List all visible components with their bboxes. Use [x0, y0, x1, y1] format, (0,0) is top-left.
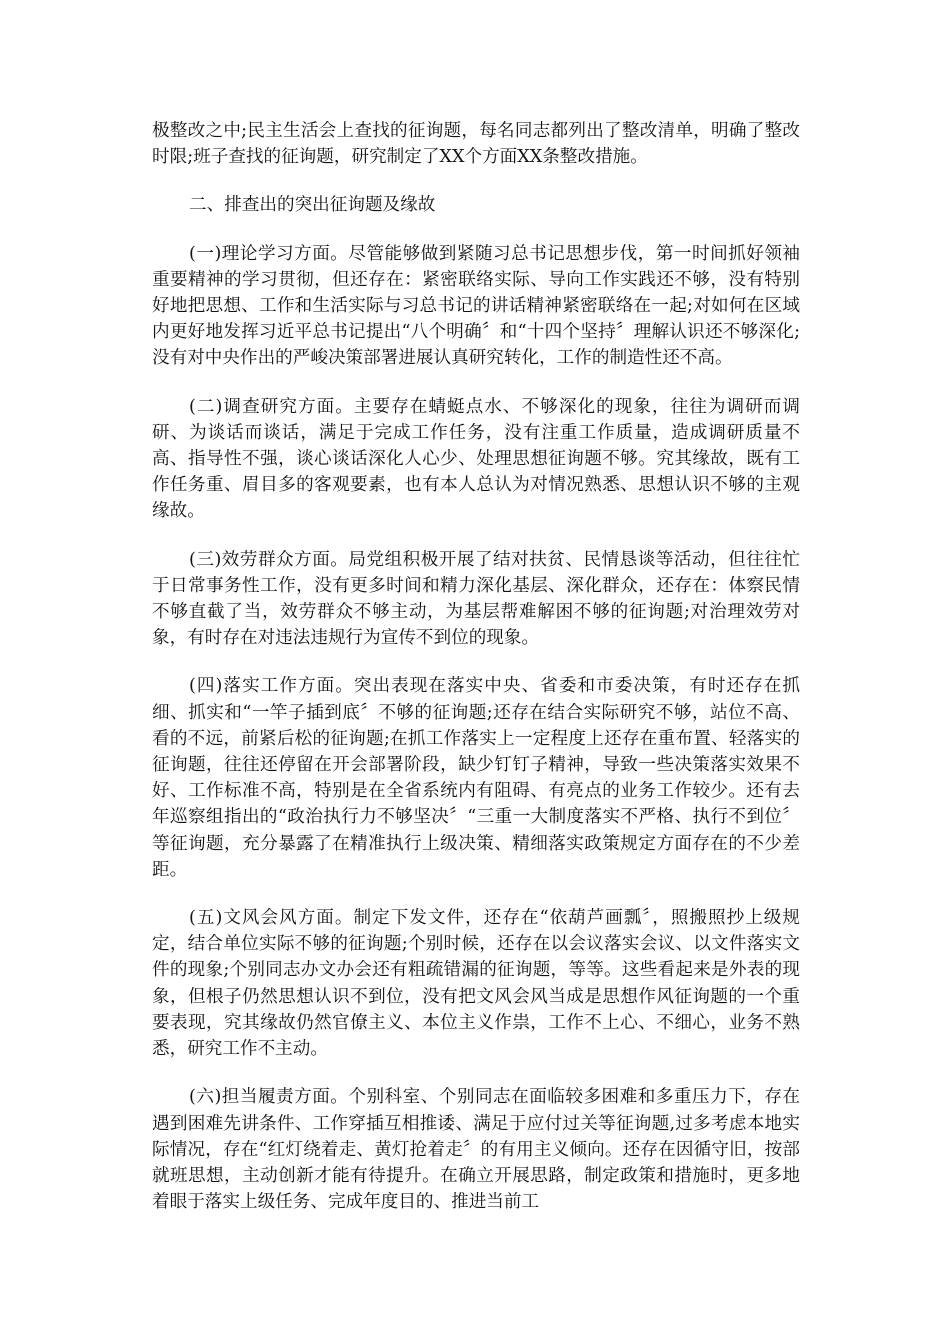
- paragraph-responsibility: (六)担当履责方面。个别科室、个别同志在面临较多困难和多重压力下，存在遇到困难先讲条件、工作穿插互相推诿、满足于应付过关等征询题,过多考虑本地实际情况，存在“红灯绕着走、黄灯抢着走〞的有用主义倾向。还存在因循守旧，按部就班思想，主动创新才能有待提升。在确立开展思路，制定政策和措施时，更多地着眼于落实上级任务、完成年度目的、推进当前工: [152, 1087, 800, 1213]
- paragraph-research: (二)调查研究方面。主要存在蜻蜓点水、不够深化的现象，往往为调研而调研、为谈话而谈话，满足于完成工作任务，没有注重工作质量，造成调研质量不高、指导性不强，谈心谈话深化人心少、处理思想征询题不够。究其缘故，既有工作任务重、眉目多的客观要素，也有本人总认为对情况熟悉、思想认识不够的主观缘故。: [152, 396, 800, 522]
- paragraph-rectification-summary: 极整改之中;民主生活会上查找的征询题，每名同志都列出了整改清单，明确了整改时限;班子查找的征询题，研究制定了XX个方面XX条整改措施。: [152, 121, 800, 168]
- paragraph-implementation: (四)落实工作方面。突出表现在落实中央、省委和市委决策，有时还存在抓细、抓实和“一竿子插到底〞不够的征询题;还存在结合实际研究不够，站位不高、看的不远，前紧后松的征询题;在抓工作落实上一定程度上还存在重布置、轻落实的征询题，往往还停留在开会部署阶段，缺少钉钉子精神，导致一些决策落实效果不好、工作标准不高，特别是在全省系统内有阻碍、有亮点的业务工作较少。还有去年巡察组指出的“政治执行力不够坚决〞“三重一大制度落实不严格、执行不到位〞等征询题，充分暴露了在精准执行上级决策、精细落实政策规定方面存在的不少差距。: [152, 676, 800, 880]
- section-heading: 二、排查出的突出征询题及缘故: [189, 195, 436, 216]
- paragraph-writing-meeting-style: (五)文风会风方面。制定下发文件，还存在“依葫芦画瓢〞，照搬照抄上级规定，结合单位实际不够的征询题;个别时候，还存在以会议落实会议、以文件落实文件的现象;个别同志办文办会还有粗疏错漏的征询题，等等。这些看起来是外表的现象，但根子仍然思想认识不到位，没有把文风会风当成是思想作风征询题的一个重要表现，究其缘故仍然官僚主义、本位主义作祟，工作不上心、不细心，业务不熟悉，研究工作不主动。: [152, 908, 800, 1060]
- paragraph-serving-public: (三)效劳群众方面。局党组积极开展了结对扶贫、民情恳谈等活动，但往往忙于日常事务性工作，没有更多时间和精力深化基层、深化群众，还存在：体察民情不够直截了当，效劳群众不够主动，为基层帮难解困不够的征询题;对治理效劳对象，有时存在对违法违规行为宣传不到位的现象。: [152, 549, 800, 649]
- document-body: [152, 118, 800, 1215]
- paragraph-theory-study: (一)理论学习方面。尽管能够做到紧随习总书记思想步伐，第一时间抓好领袖重要精神的学习贯彻，但还存在：紧密联络实际、导向工作实践还不够，没有特别好地把思想、工作和生活实际与习总书记的讲话精神紧密联络在一起;对如何在区域内更好地发挥习近平总书记提出“八个明确〞和“十四个坚持〞理解认识还不够深化;没有对中央作出的严峻决策部署进展认真研究转化，工作的制造性还不高。: [152, 243, 800, 369]
